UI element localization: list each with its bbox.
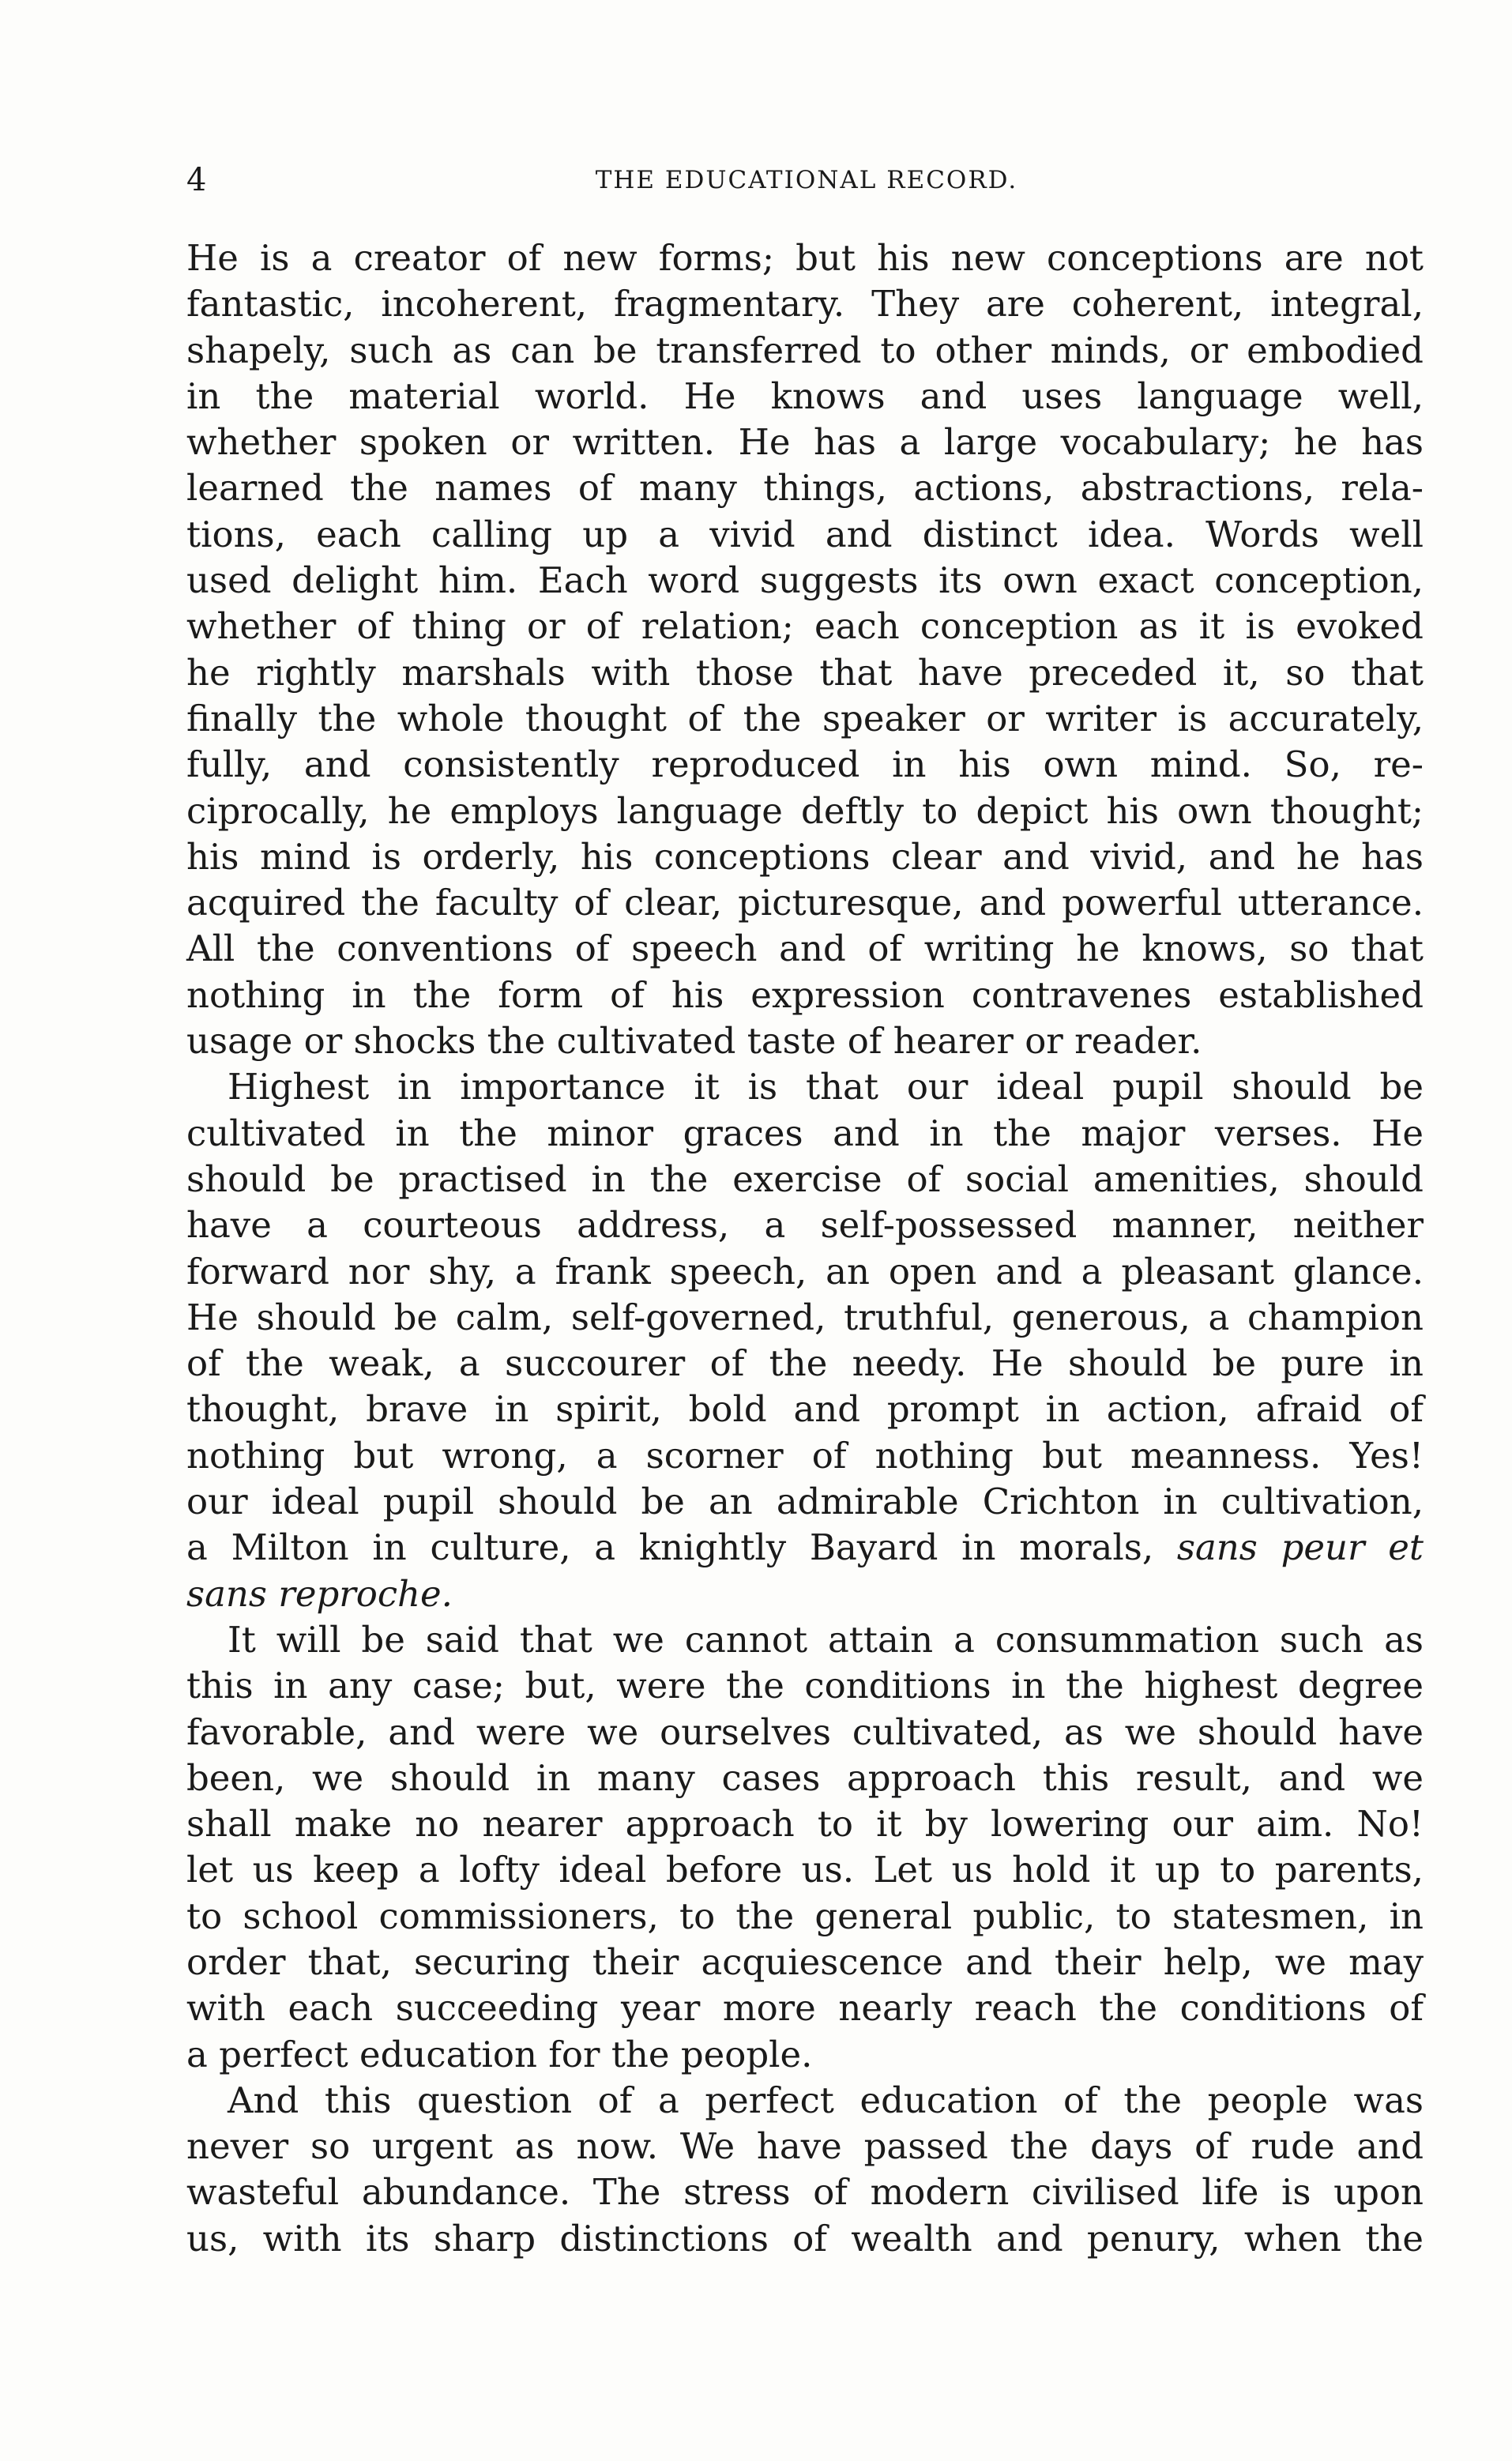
text-line: He should be calm, self-governed, truthful, generous, a champion bbox=[186, 1296, 1424, 1338]
text-line: used delight him. Each word suggests its own exact conception, bbox=[186, 559, 1424, 602]
text-line: of the weak, a succourer of the needy. He should be pure in bbox=[186, 1342, 1424, 1385]
text-line: cultivated in the minor graces and in the major verses. He bbox=[186, 1112, 1424, 1154]
text-line: Highest in importance it is that our ideal pupil should be bbox=[228, 1066, 1424, 1108]
text-line: our ideal pupil should be an admirable Crichton in cultivation, bbox=[186, 1481, 1424, 1523]
text-line: fully, and consistently reproduced in his own mind. So, re- bbox=[186, 743, 1424, 786]
body-text bbox=[186, 235, 1424, 2262]
italic-phrase: sans peur et bbox=[1176, 1526, 1424, 1569]
text-line: with each succeeding year more nearly reach the conditions of bbox=[186, 1987, 1424, 2030]
text-line: this in any case; but, were the conditions in the highest degree bbox=[186, 1665, 1424, 1707]
text-line: to school commissioners, to the general public, to statesmen, in bbox=[186, 1895, 1424, 1937]
text-line: fantastic, incoherent, fragmentary. They are coherent, integral, bbox=[186, 283, 1424, 325]
running-title: THE EDUCATIONAL RECORD. bbox=[595, 166, 1018, 194]
text-line: his mind is orderly, his conceptions clear and vivid, and he has bbox=[186, 835, 1424, 878]
text-line: nothing in the form of his expression contravenes established bbox=[186, 973, 1424, 1016]
text-line: he rightly marshals with those that have preceded it, so that bbox=[186, 651, 1424, 694]
text-line: never so urgent as now. We have passed the days of rude and bbox=[186, 2125, 1424, 2168]
text-line-mixed bbox=[186, 1525, 1424, 1571]
text-line: in the material world. He knows and uses language well, bbox=[186, 374, 1424, 417]
text-line: acquired the faculty of clear, picturesque, and powerful utterance. bbox=[186, 882, 1424, 924]
text-line: nothing but wrong, a scorner of nothing but meanness. Yes! bbox=[186, 1434, 1424, 1477]
text-line: finally the whole thought of the speaker or writer is accurately, bbox=[186, 697, 1424, 739]
text-line: thought, brave in spirit, bold and prompt in action, afraid of bbox=[186, 1388, 1424, 1431]
text-line: whether spoken or written. He has a large vocabulary; he has bbox=[186, 421, 1424, 464]
text-line: favorable, and were we ourselves cultivated, as we should have bbox=[186, 1710, 1424, 1753]
text-line: shapely, such as can be transferred to other minds, or embodied bbox=[186, 329, 1424, 371]
text-line: been, we should in many cases approach this result, and we bbox=[186, 1756, 1424, 1799]
text-line: whether of thing or of relation; each conception as it is evoked bbox=[186, 605, 1424, 648]
text-line: usage or shocks the cultivated taste of hearer or reader. bbox=[186, 1020, 1202, 1063]
text-segment: a Milton in culture, a knightly Bayard in morals, bbox=[186, 1526, 1154, 1569]
text-line: ciprocally, he employs language deftly to depict his own thought; bbox=[186, 789, 1424, 832]
page-number: 4 bbox=[186, 162, 207, 198]
text-line: He is a creator of new forms; but his new conceptions are not bbox=[186, 237, 1424, 279]
text-line: have a courteous address, a self-possessed manner, neither bbox=[186, 1204, 1424, 1247]
text-line: order that, securing their acquiescence and their help, we may bbox=[186, 1940, 1424, 1983]
text-line: And this question of a perfect education of the people was bbox=[228, 2079, 1424, 2121]
text-line: us, with its sharp distinctions of wealth and penury, when the bbox=[186, 2217, 1424, 2260]
text-line: tions, each calling up a vivid and distinct idea. Words well bbox=[186, 513, 1424, 555]
text-line: forward nor shy, a frank speech, an open and a pleasant glance. bbox=[186, 1250, 1424, 1293]
text-line: All the conventions of speech and of writing he knows, so that bbox=[186, 928, 1424, 970]
text-line: a perfect education for the people. bbox=[186, 2033, 813, 2075]
page-header bbox=[186, 158, 1427, 202]
text-line: wasteful abundance. The stress of modern civilised life is upon bbox=[186, 2171, 1424, 2214]
text-line: It will be said that we cannot attain a consummation such as bbox=[228, 1618, 1424, 1661]
text-line: should be practised in the exercise of social amenities, should bbox=[186, 1157, 1424, 1200]
text-line: shall make no nearer approach to it by lowering our aim. No! bbox=[186, 1803, 1424, 1846]
text-line: let us keep a lofty ideal before us. Let us hold it up to parents, bbox=[186, 1849, 1424, 1891]
text-line: learned the names of many things, actions, abstractions, rela- bbox=[186, 467, 1424, 510]
text-line: sans reproche. bbox=[186, 1572, 453, 1615]
